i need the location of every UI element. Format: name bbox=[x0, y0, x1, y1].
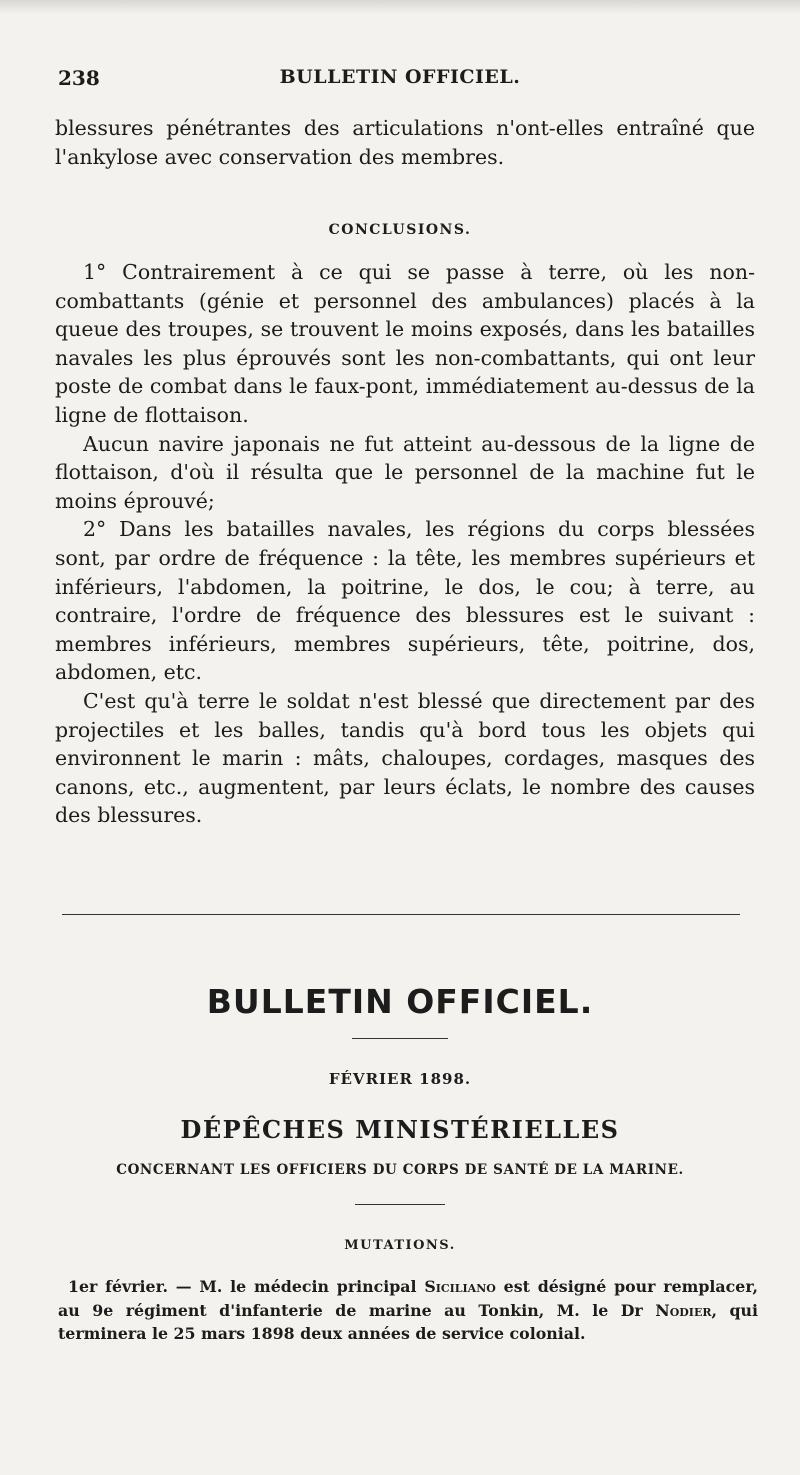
continued-paragraph-block bbox=[55, 114, 755, 171]
running-title: BULLETIN OFFICIEL. bbox=[279, 66, 521, 88]
conclusion-paragraph-2: Aucun navire japonais ne fut atteint au-dessous de la ligne de flottaison, d'où il résulta que le personnel de la machine fut le moins éprouvé; bbox=[55, 431, 755, 513]
running-header bbox=[0, 66, 800, 96]
entry-text-b: est désigné pour remplacer, au 9e régiment d'infanterie de marine au Tonkin, M. le Dr bbox=[58, 1277, 758, 1320]
conclusion-paragraph-3: 2° Dans les batailles navales, les régions du corps blessées sont, par ordre de fréquence : la tête, les membres supérieurs et inférieurs, l'abdomen, la poitrine, le dos, le cou; à terre, au contraire, l'ordre de fréquence des blessures est le suivant : membres inférieurs, membres supérieurs, tête, poitrine, dos, abdomen, etc. bbox=[55, 517, 755, 685]
section-subtitle: CONCERNANT LES OFFICIERS DU CORPS DE SANTÉ DE LA MARINE. bbox=[116, 1162, 684, 1178]
page-number: 238 bbox=[58, 66, 100, 90]
mutations-heading: MUTATIONS. bbox=[344, 1238, 456, 1253]
entry-text-a: — M. le médecin principal bbox=[167, 1277, 425, 1296]
conclusions-body bbox=[55, 258, 755, 830]
entry-name-1: Siciliano bbox=[424, 1277, 496, 1296]
entry-date: 1er février. bbox=[68, 1277, 168, 1296]
mutation-entry-block bbox=[58, 1275, 758, 1346]
entry-text-c: , qui terminera le 25 mars 1898 deux années de service colonial. bbox=[58, 1300, 758, 1343]
bulletin-title: BULLETIN OFFICIEL. bbox=[206, 982, 594, 1021]
mutation-entry bbox=[58, 1275, 758, 1346]
bulletin-date: FÉVRIER 1898. bbox=[328, 1070, 472, 1088]
conclusion-paragraph-1: 1° Contrairement à ce qui se passe à terre, où les non-combattants (génie et personnel des ambulances) placés à la queue des troupes, se trouvent le moins exposés, dans les batailles navales les plus éprouvés sont les non-combattants, qui ont leur poste de combat dans le faux-pont, immédiatement au-dessus de la ligne de flottaison. bbox=[55, 260, 755, 427]
continued-paragraph: blessures pénétrantes des articulations n'ont-elles entraîné que l'ankylose avec conservation des membres. bbox=[55, 116, 755, 169]
subtitle-rule bbox=[355, 1204, 445, 1205]
entry-name-2: Nodier bbox=[655, 1300, 712, 1320]
conclusions-heading: CONCLUSIONS. bbox=[328, 222, 472, 238]
section-divider bbox=[62, 914, 740, 915]
title-rule bbox=[352, 1038, 448, 1039]
section-title: DÉPÊCHES MINISTÉRIELLES bbox=[180, 1115, 620, 1144]
page-edge-shadow bbox=[0, 0, 800, 14]
conclusion-paragraph-4: C'est qu'à terre le soldat n'est blessé que directement par des projectiles et les balles, tandis qu'à bord tous les objets qui environnent le marin : mâts, chaloupes, cordages, masques des canons, etc., augmentent, par leurs éclats, le nombre des causes des blessures. bbox=[55, 688, 755, 828]
